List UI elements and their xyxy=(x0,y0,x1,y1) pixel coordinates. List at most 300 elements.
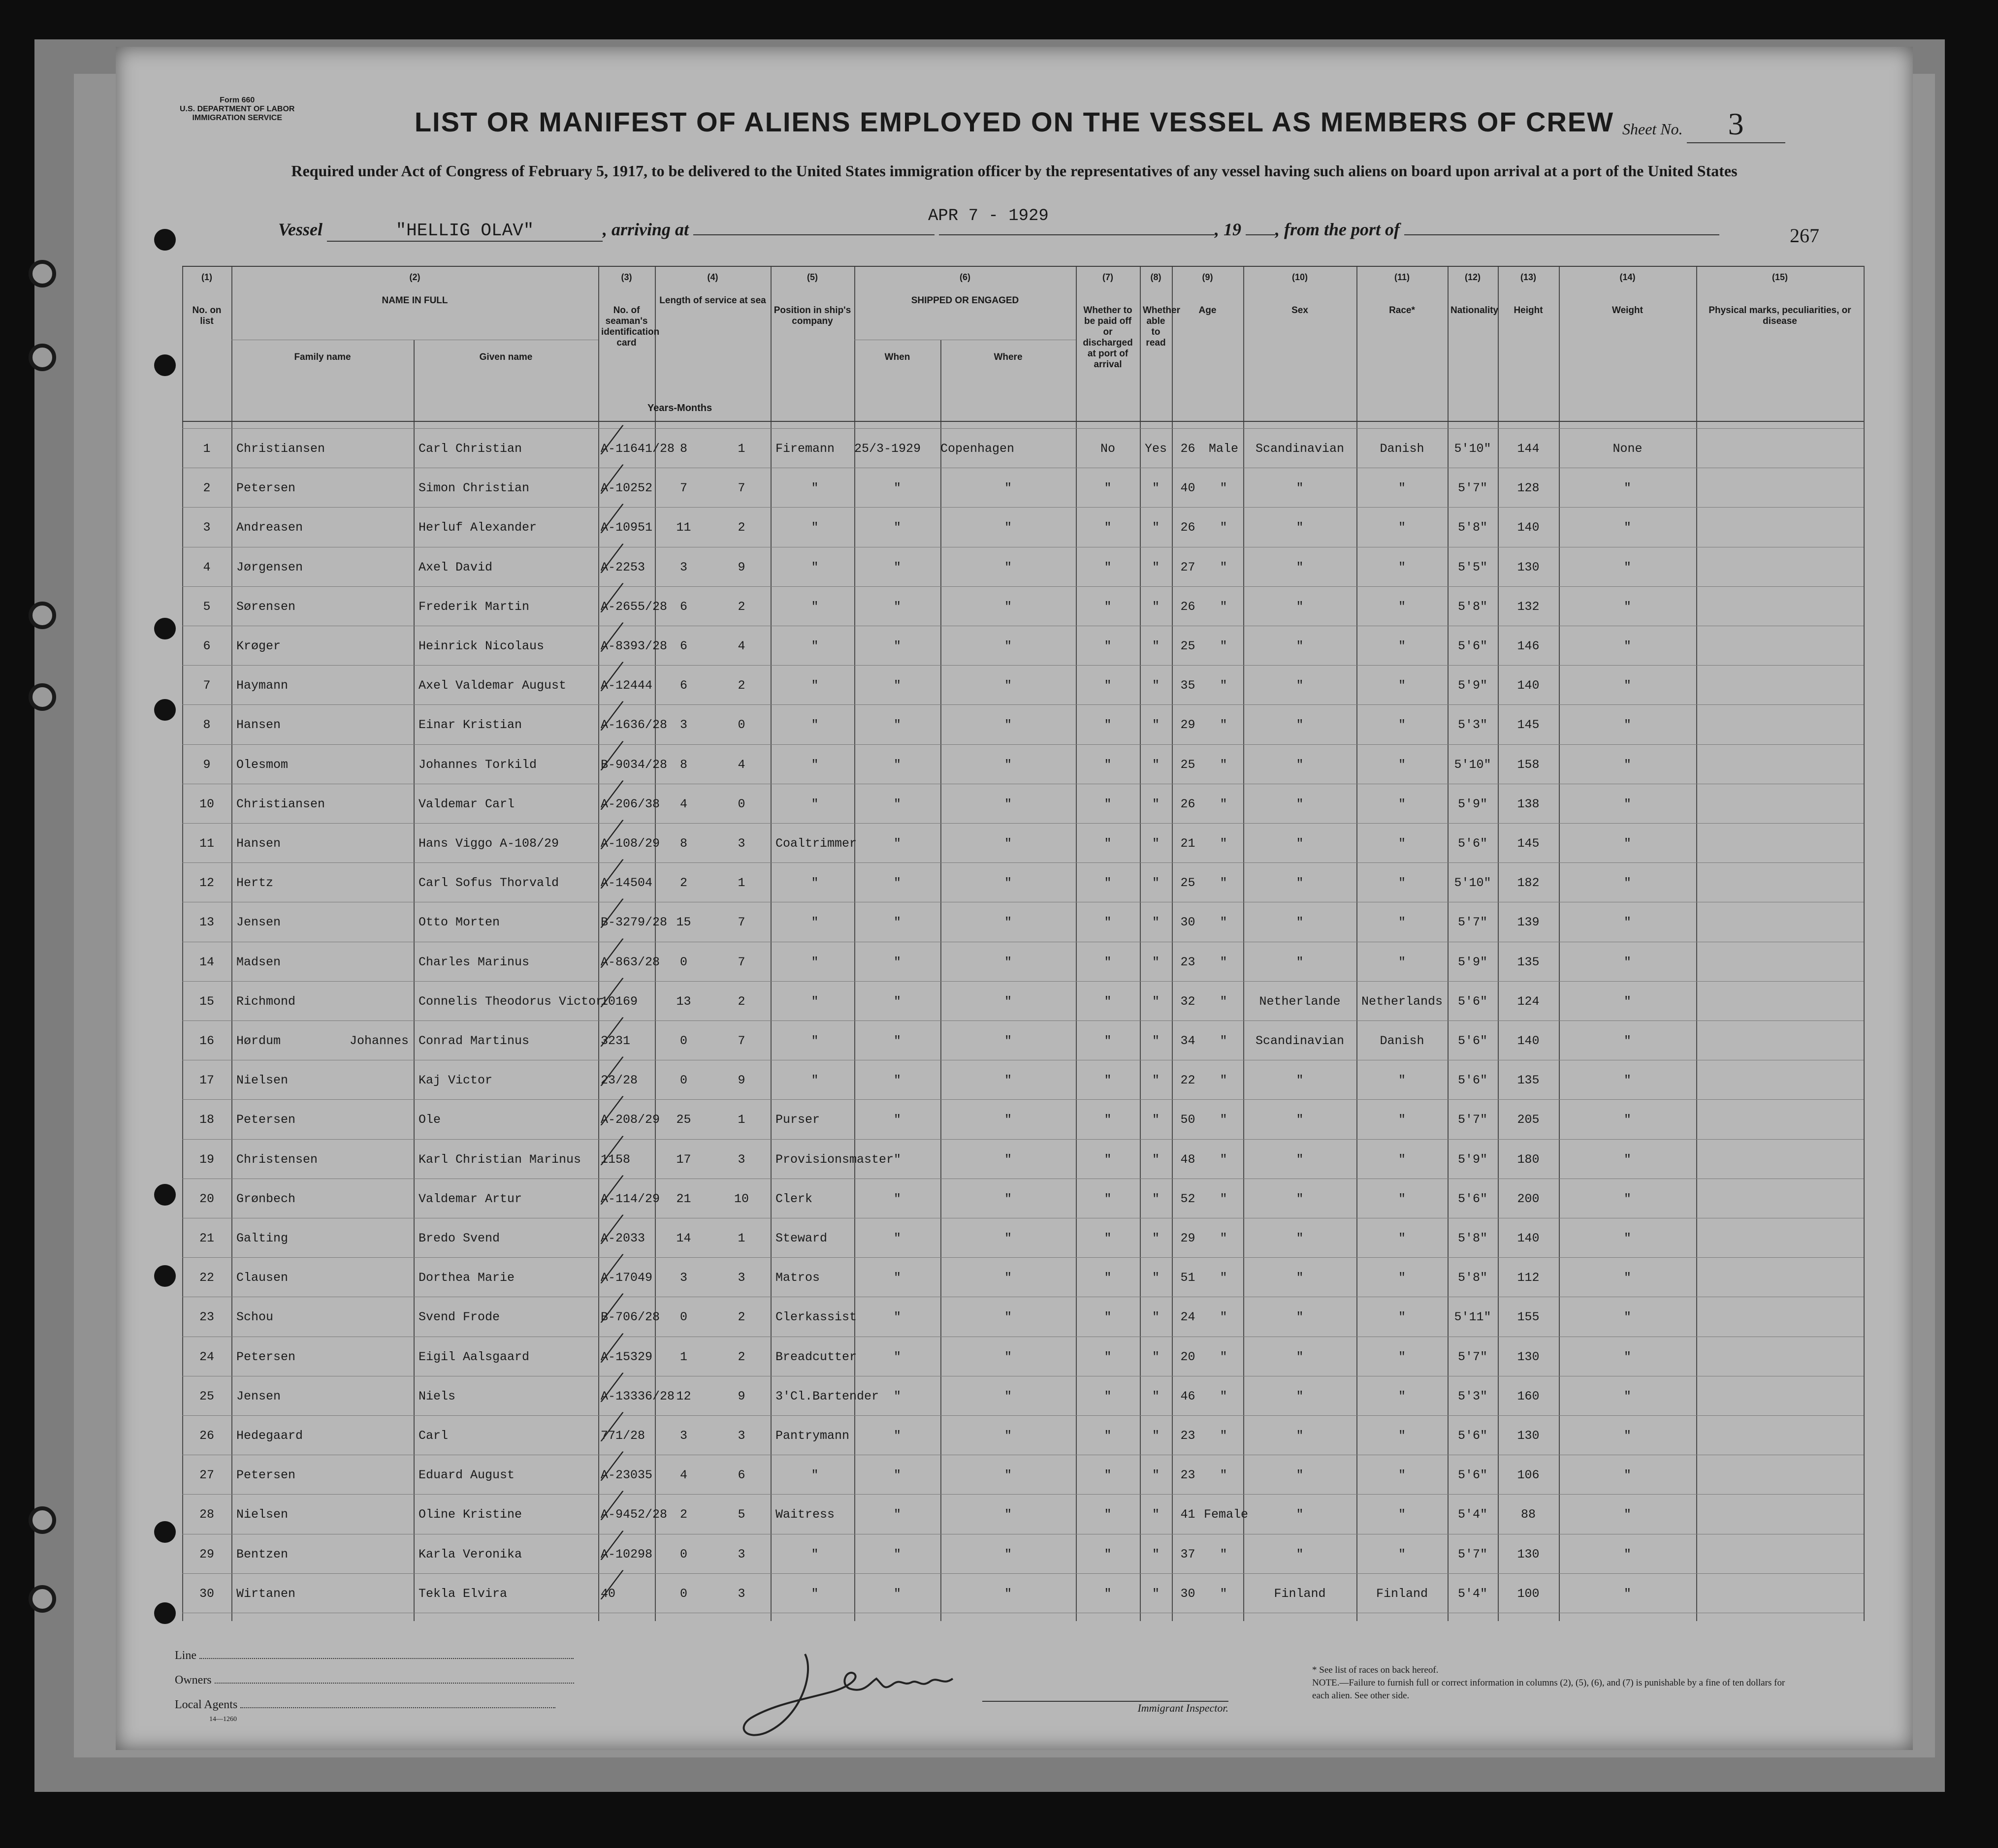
cell-weight: 200 xyxy=(1517,1191,1540,1206)
cell-family: Petersen xyxy=(236,1349,296,1364)
cell-height: 5'9" xyxy=(1457,678,1487,693)
cell-card: A-12444 xyxy=(601,678,653,693)
cell-sex: " xyxy=(1220,1586,1227,1601)
column-header: No. on list xyxy=(192,305,222,326)
cell-height: 5'8" xyxy=(1457,1231,1487,1245)
cell-where: " xyxy=(1004,1271,1012,1285)
column-divider xyxy=(1864,266,1865,1621)
column-divider xyxy=(1172,266,1173,1621)
cell-position: Purser xyxy=(775,1113,820,1127)
cell-paid: " xyxy=(1104,876,1112,891)
cell-family: Galting xyxy=(236,1231,289,1245)
cell-given: Valdemar Carl xyxy=(419,797,515,811)
cell-height: 5'5" xyxy=(1457,560,1487,574)
manifest-sheet xyxy=(116,47,1913,1750)
cell-paid: " xyxy=(1104,1547,1112,1561)
cell-yrs: 1 xyxy=(679,1349,687,1364)
cell-no: 15 xyxy=(199,994,214,1009)
cell-read: " xyxy=(1152,1191,1160,1206)
cell-weight: 140 xyxy=(1517,1034,1540,1048)
cell-family: Hansen xyxy=(236,836,281,851)
cell-nat: " xyxy=(1398,1468,1406,1483)
column-number: (8) xyxy=(1150,272,1161,282)
row-divider xyxy=(182,704,1864,705)
cell-where: " xyxy=(1004,560,1012,574)
cell-where: " xyxy=(1004,1231,1012,1245)
cell-race: " xyxy=(1296,955,1304,969)
cell-when: " xyxy=(893,915,901,930)
year-blank xyxy=(1246,234,1275,235)
cell-age: 26 xyxy=(1180,599,1195,614)
cell-no: 26 xyxy=(199,1429,214,1443)
cell-height: 5'6" xyxy=(1457,639,1487,653)
cell-no: 30 xyxy=(199,1586,214,1601)
cell-family: Nielsen xyxy=(236,1073,289,1088)
cell-paid: " xyxy=(1104,599,1112,614)
cell-card: A-2655/28 xyxy=(601,599,668,614)
cell-read: " xyxy=(1152,994,1160,1009)
cell-height: 5'7" xyxy=(1457,1547,1487,1561)
cell-where: " xyxy=(1004,1547,1012,1561)
cell-where: " xyxy=(1004,1152,1012,1167)
cell-marks: " xyxy=(1623,1191,1631,1206)
cell-family: Petersen xyxy=(236,1468,296,1483)
cell-marks: " xyxy=(1623,1152,1631,1167)
agents-label: Local Agents xyxy=(175,1698,238,1711)
cell-sex: " xyxy=(1220,560,1227,574)
cell-nat: " xyxy=(1398,520,1406,535)
cell-when: " xyxy=(893,1034,901,1048)
cell-given: Carl xyxy=(419,1429,449,1443)
cell-race: " xyxy=(1296,1191,1304,1206)
cell-yrs: 0 xyxy=(679,1073,687,1088)
cell-position: Firemann xyxy=(775,442,835,456)
cell-race: " xyxy=(1296,1429,1304,1443)
cell-age: 51 xyxy=(1180,1271,1195,1285)
cell-marks: " xyxy=(1623,1034,1631,1048)
column-header: Age xyxy=(1198,305,1217,316)
cell-weight: 160 xyxy=(1517,1389,1540,1403)
cell-marks: None xyxy=(1612,442,1643,456)
cell-nat: " xyxy=(1398,1310,1406,1325)
cell-yrs: 12 xyxy=(676,1389,691,1403)
cell-sex: " xyxy=(1220,1349,1227,1364)
column-header: Physical marks, peculiarities, or disease xyxy=(1708,305,1851,326)
cell-family: Clausen xyxy=(236,1271,289,1285)
page-title: LIST OR MANIFEST OF ALIENS EMPLOYED ON THE VESSEL AS MEMBERS OF CREW xyxy=(414,106,1614,137)
cell-mos: 7 xyxy=(738,481,745,496)
cell-yrs: 17 xyxy=(676,1152,691,1167)
cell-nat: Finland xyxy=(1376,1586,1428,1601)
cell-when: " xyxy=(893,1310,901,1325)
cell-age: 25 xyxy=(1180,876,1195,891)
cell-position: Steward xyxy=(775,1231,828,1245)
column-number: (15) xyxy=(1772,272,1788,282)
cell-sex: " xyxy=(1220,639,1227,653)
cell-yrs: 0 xyxy=(679,1547,687,1561)
cell-when: 25/3-1929 xyxy=(854,442,921,456)
cell-sex: " xyxy=(1220,1152,1227,1167)
cell-card: 1158 xyxy=(601,1152,631,1167)
cell-no: 11 xyxy=(199,836,214,851)
cell-card: A-9452/28 xyxy=(601,1507,668,1522)
cell-position: " xyxy=(811,481,819,496)
cell-read: " xyxy=(1152,1349,1160,1364)
cell-paid: " xyxy=(1104,1586,1112,1601)
cell-height: 5'7" xyxy=(1457,1349,1487,1364)
cell-mos: 4 xyxy=(738,757,745,772)
cell-given: Simon Christian xyxy=(419,481,530,496)
column-number: (5) xyxy=(807,272,818,282)
binder-ring xyxy=(29,344,56,371)
column-divider xyxy=(1498,266,1499,1621)
cell-weight: 132 xyxy=(1517,599,1540,614)
row-divider xyxy=(182,744,1864,745)
vessel-line xyxy=(278,219,1854,242)
cell-family: Krøger xyxy=(236,639,281,653)
cell-nat: " xyxy=(1398,1191,1406,1206)
column-divider xyxy=(1559,266,1560,1621)
column-header: Nationality xyxy=(1450,305,1499,316)
cell-family: Haymann xyxy=(236,678,289,693)
cell-sex: " xyxy=(1220,678,1227,693)
cell-age: 24 xyxy=(1180,1310,1195,1325)
cell-where: " xyxy=(1004,955,1012,969)
cell-card: A-108/29 xyxy=(601,836,660,851)
cell-family: Hertz xyxy=(236,876,274,891)
cell-when: " xyxy=(893,994,901,1009)
column-number: (7) xyxy=(1102,272,1113,282)
cell-family: Hedegaard xyxy=(236,1429,303,1443)
cell-family: Bentzen xyxy=(236,1547,289,1561)
cell-where: " xyxy=(1004,1113,1012,1127)
cell-age: 52 xyxy=(1180,1191,1195,1206)
cell-paid: " xyxy=(1104,1034,1112,1048)
punch-hole xyxy=(154,618,176,639)
cell-family: Jørgensen xyxy=(236,560,303,574)
cell-where: " xyxy=(1004,599,1012,614)
cell-marks: " xyxy=(1623,797,1631,811)
cell-height: 5'7" xyxy=(1457,915,1487,930)
row-divider xyxy=(182,665,1864,666)
cell-read: " xyxy=(1152,718,1160,733)
column-divider xyxy=(1356,266,1357,1621)
arriving-label: , arriving at xyxy=(603,220,689,239)
cell-position: " xyxy=(811,1034,819,1048)
year-label: , 19 xyxy=(1215,220,1242,239)
cell-no: 22 xyxy=(199,1271,214,1285)
cell-race: Finland xyxy=(1274,1586,1326,1601)
cell-height: 5'8" xyxy=(1457,599,1487,614)
cell-height: 5'6" xyxy=(1457,994,1487,1009)
cell-position: " xyxy=(811,560,819,574)
row-divider xyxy=(182,823,1864,824)
cell-height: 5'11" xyxy=(1454,1310,1491,1325)
cell-card: 3231 xyxy=(601,1034,631,1048)
cell-read: " xyxy=(1152,1073,1160,1088)
cell-where: " xyxy=(1004,876,1012,891)
cell-family: Hansen xyxy=(236,718,281,733)
cell-sex: " xyxy=(1220,1547,1227,1561)
cell-mos: 10 xyxy=(734,1191,749,1206)
row-divider xyxy=(182,1139,1864,1140)
cell-yrs: 25 xyxy=(676,1113,691,1127)
cell-no: 9 xyxy=(203,757,211,772)
column-header: Race* xyxy=(1389,305,1415,316)
cell-paid: " xyxy=(1104,1113,1112,1127)
cell-card: A-114/29 xyxy=(601,1191,660,1206)
row-divider xyxy=(182,1099,1864,1100)
cell-age: 26 xyxy=(1180,797,1195,811)
from-port-label: , from the port of xyxy=(1275,220,1400,239)
cell-card: A-8393/28 xyxy=(601,639,668,653)
cell-position: " xyxy=(811,639,819,653)
cell-when: " xyxy=(893,1429,901,1443)
cell-family: Madsen xyxy=(236,955,281,969)
cell-position: " xyxy=(811,599,819,614)
cell-paid: " xyxy=(1104,481,1112,496)
arriving-port-blank xyxy=(693,234,935,235)
cell-card: A-1636/28 xyxy=(601,718,668,733)
cell-age: 29 xyxy=(1180,718,1195,733)
cell-height: 5'6" xyxy=(1457,1034,1487,1048)
cell-sex: " xyxy=(1220,520,1227,535)
cell-when: " xyxy=(893,1507,901,1522)
owners-field xyxy=(175,1674,574,1687)
cell-family: Christiansen xyxy=(236,442,325,456)
cell-weight: 88 xyxy=(1520,1507,1536,1522)
cell-nat: " xyxy=(1398,718,1406,733)
cell-position: Breadcutter xyxy=(775,1349,857,1364)
line-field xyxy=(175,1649,574,1662)
cell-card: A-14504 xyxy=(601,876,653,891)
arrival-date-blank xyxy=(939,234,1215,235)
cell-weight: 140 xyxy=(1517,1231,1540,1245)
cell-given: Herluf Alexander xyxy=(419,520,537,535)
cell-no: 25 xyxy=(199,1389,214,1403)
cell-given: Oline Kristine xyxy=(419,1507,522,1522)
cell-weight: 158 xyxy=(1517,757,1540,772)
cell-given: Eigil Aalsgaard xyxy=(419,1349,530,1364)
cell-race: " xyxy=(1296,836,1304,851)
cell-given: Conrad Martinus xyxy=(419,1034,530,1048)
cell-card: A-11641/28 xyxy=(601,442,675,456)
cell-read: " xyxy=(1152,599,1160,614)
cell-marks: " xyxy=(1623,1073,1631,1088)
cell-yrs: 6 xyxy=(679,639,687,653)
cell-paid: " xyxy=(1104,560,1112,574)
cell-paid: No xyxy=(1100,442,1115,456)
cell-no: 14 xyxy=(199,955,214,969)
cell-mos: 0 xyxy=(738,797,745,811)
column-number: (12) xyxy=(1464,272,1481,282)
cell-marks: " xyxy=(1623,1271,1631,1285)
column-number: (1) xyxy=(201,272,212,282)
cell-race: " xyxy=(1296,1073,1304,1088)
column-header: Position in ship's company xyxy=(773,305,851,326)
cell-when: " xyxy=(893,1349,901,1364)
cell-race: " xyxy=(1296,481,1304,496)
cell-mos: 1 xyxy=(738,1231,745,1245)
cell-age: 46 xyxy=(1180,1389,1195,1403)
footnote xyxy=(1312,1664,1795,1702)
cell-mos: 2 xyxy=(738,1349,745,1364)
cell-mos: 3 xyxy=(738,1429,745,1443)
cell-where: " xyxy=(1004,757,1012,772)
cell-where: " xyxy=(1004,1191,1012,1206)
cell-mos: 5 xyxy=(738,1507,745,1522)
cell-position: " xyxy=(811,955,819,969)
cell-nat: " xyxy=(1398,678,1406,693)
cell-family: Petersen xyxy=(236,481,296,496)
cell-marks: " xyxy=(1623,560,1631,574)
cell-yrs: 7 xyxy=(679,481,687,496)
punch-hole xyxy=(154,1521,176,1543)
cell-age: 25 xyxy=(1180,639,1195,653)
cell-paid: " xyxy=(1104,1231,1112,1245)
cell-where: " xyxy=(1004,520,1012,535)
cell-family: Nielsen xyxy=(236,1507,289,1522)
cell-race: " xyxy=(1296,560,1304,574)
cell-read: " xyxy=(1152,1310,1160,1325)
crew-table xyxy=(182,266,1864,1621)
cell-weight: 139 xyxy=(1517,915,1540,930)
cell-yrs: 13 xyxy=(676,994,691,1009)
cell-where: " xyxy=(1004,678,1012,693)
cell-sex: " xyxy=(1220,1073,1227,1088)
cell-weight: 106 xyxy=(1517,1468,1540,1483)
cell-nat: " xyxy=(1398,481,1406,496)
cell-yrs: 11 xyxy=(676,520,691,535)
from-port-blank xyxy=(1404,234,1719,235)
cell-sex: " xyxy=(1220,915,1227,930)
cell-marks: " xyxy=(1623,678,1631,693)
cell-no: 12 xyxy=(199,876,214,891)
cell-marks: " xyxy=(1623,955,1631,969)
cell-card: B-3279/28 xyxy=(601,915,668,930)
cell-when: " xyxy=(893,1271,901,1285)
cell-weight: 130 xyxy=(1517,1547,1540,1561)
cell-nat: " xyxy=(1398,1231,1406,1245)
cell-family: Richmond xyxy=(236,994,296,1009)
cell-read: " xyxy=(1152,1152,1160,1167)
cell-where: " xyxy=(1004,915,1012,930)
cell-race: " xyxy=(1296,639,1304,653)
cell-mos: 4 xyxy=(738,639,745,653)
cell-position: " xyxy=(811,915,819,930)
cell-marks: " xyxy=(1623,599,1631,614)
cell-read: " xyxy=(1152,1547,1160,1561)
cell-yrs: 8 xyxy=(679,836,687,851)
cell-marks: " xyxy=(1623,757,1631,772)
cell-sex: " xyxy=(1220,599,1227,614)
column-subheader: Family name xyxy=(294,352,351,362)
cell-yrs: 0 xyxy=(679,1586,687,1601)
cell-marks: " xyxy=(1623,1113,1631,1127)
agents-blank xyxy=(240,1707,555,1708)
cell-given: Otto Morten xyxy=(419,915,500,930)
binder-ring xyxy=(29,683,56,711)
cell-when: " xyxy=(893,1586,901,1601)
column-header: No. of seaman's identification card xyxy=(601,305,660,348)
column-number: (14) xyxy=(1619,272,1636,282)
inspector-label: Immigrant Inspector. xyxy=(982,1701,1228,1715)
cell-age: 32 xyxy=(1180,994,1195,1009)
cell-race: " xyxy=(1296,757,1304,772)
cell-given: Johannes Torkild xyxy=(419,757,537,772)
cell-sex: " xyxy=(1220,836,1227,851)
cell-when: " xyxy=(893,876,901,891)
column-header: Whether to be paid off or discharged at port of arrival xyxy=(1083,305,1133,370)
cell-race: " xyxy=(1296,1152,1304,1167)
cell-marks: " xyxy=(1623,718,1631,733)
cell-nat: " xyxy=(1398,1349,1406,1364)
cell-weight: 135 xyxy=(1517,955,1540,969)
cell-nat: " xyxy=(1398,836,1406,851)
inspector-signature xyxy=(736,1644,963,1743)
cell-no: 16 xyxy=(199,1034,214,1048)
cell-nat: Danish xyxy=(1380,1034,1424,1048)
cell-sex: Female xyxy=(1204,1507,1249,1522)
cell-height: 5'6" xyxy=(1457,1429,1487,1443)
cell-given: Einar Kristian xyxy=(419,718,522,733)
cell-read: " xyxy=(1152,481,1160,496)
cell-mos: 3 xyxy=(738,1271,745,1285)
cell-height: 5'4" xyxy=(1457,1507,1487,1522)
cell-race: " xyxy=(1296,678,1304,693)
cell-weight: 124 xyxy=(1517,994,1540,1009)
cell-card: A-2253 xyxy=(601,560,645,574)
cell-nat: Danish xyxy=(1380,442,1424,456)
column-header: Weight xyxy=(1612,305,1643,316)
cell-marks: " xyxy=(1623,994,1631,1009)
cell-age: 29 xyxy=(1180,1231,1195,1245)
cell-no: 21 xyxy=(199,1231,214,1245)
cell-race: " xyxy=(1296,1507,1304,1522)
cell-nat: " xyxy=(1398,955,1406,969)
cell-yrs: 21 xyxy=(676,1191,691,1206)
cell-position: Pantrymann xyxy=(775,1429,850,1443)
cell-sex: " xyxy=(1220,994,1227,1009)
cell-position: " xyxy=(811,520,819,535)
column-divider xyxy=(1696,266,1697,1621)
column-number: (10) xyxy=(1291,272,1308,282)
cell-where: " xyxy=(1004,797,1012,811)
cell-nat: Netherlands xyxy=(1361,994,1443,1009)
cell-when: " xyxy=(893,955,901,969)
cell-given: Heinrick Nicolaus xyxy=(419,639,545,653)
cell-read: " xyxy=(1152,1507,1160,1522)
cell-card: A-10298 xyxy=(601,1547,653,1561)
cell-family: Schou xyxy=(236,1310,274,1325)
cell-when: " xyxy=(893,1152,901,1167)
cell-marks: " xyxy=(1623,639,1631,653)
cell-yrs: 15 xyxy=(676,915,691,930)
cell-given: Karl Christian Marinus xyxy=(419,1152,581,1167)
arrival-date-stamp: APR 7 - 1929 xyxy=(928,207,1049,225)
cell-paid: " xyxy=(1104,1507,1112,1522)
cell-family: Jensen xyxy=(236,1389,281,1403)
cell-height: 5'9" xyxy=(1457,955,1487,969)
cell-yrs: 2 xyxy=(679,1507,687,1522)
cell-read: " xyxy=(1152,639,1160,653)
cell-position: " xyxy=(811,994,819,1009)
cell-marks: " xyxy=(1623,1468,1631,1483)
cell-height: 5'10" xyxy=(1454,876,1491,891)
cell-race: " xyxy=(1296,520,1304,535)
cell-yrs: 3 xyxy=(679,1271,687,1285)
cell-race: " xyxy=(1296,1271,1304,1285)
